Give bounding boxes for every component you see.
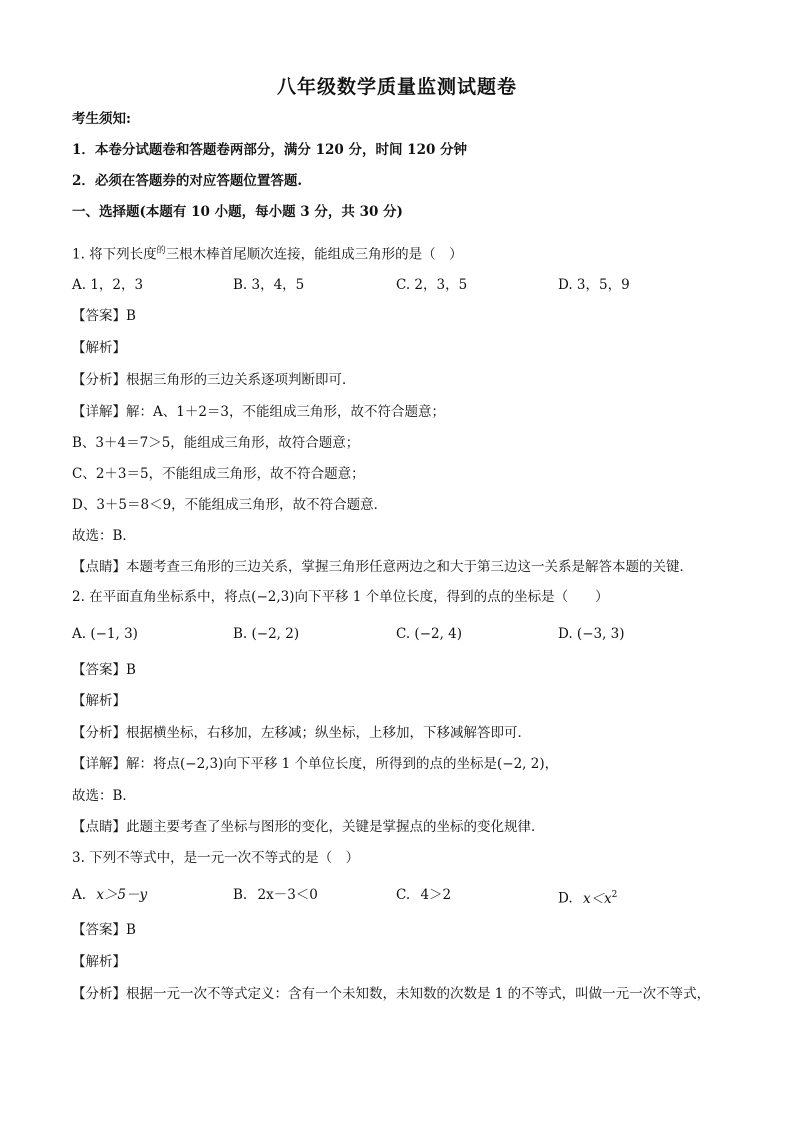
q2-choose: 故选：B． <box>72 788 136 804</box>
q2-option-d: D. (−3, 3) <box>558 626 625 642</box>
q1-analysis: 【解析】 <box>72 340 126 356</box>
q2-stem: 2. 在平面直角坐标系中，将点(−2,3)向下平移 1 个单位长度，得到的点的坐标是（ ） <box>72 589 609 605</box>
q3-option-b-math: 2x－3＜0 <box>257 887 318 903</box>
q3-fenxi: 【分析】根据一元一次不等式定义：含有一个未知数，未知数的次数是 1 的不等式，叫做一元一次不等式， <box>72 986 711 1002</box>
q3-option-c <box>396 886 451 904</box>
section-heading: 一、选择题(本题有 10 小题，每小题 3 分，共 30 分) <box>72 204 403 220</box>
q3-option-d <box>558 886 617 908</box>
q1-detail-line-2: B、3＋4＝7＞5，能组成三角形，故符合题意； <box>72 435 360 451</box>
notice-item-2: 2．必须在答题券的对应答题位置答题. <box>72 173 303 189</box>
q1-option-b: B. 3，4，5 <box>233 277 305 293</box>
q1-stem-sup: 的 <box>156 246 166 256</box>
q2-comment: 【点睛】此题主要考查了坐标与图形的变化，关键是掌握点的坐标的变化规律． <box>72 819 545 835</box>
notice-item-1: 1．本卷分试题卷和答题卷两部分，满分 120 分，时间 120 分钟 <box>72 142 468 158</box>
q3-option-d-math: x＜x <box>582 890 612 907</box>
q3-option-a-label: A. <box>72 887 87 903</box>
q3-option-d-label: D. <box>558 890 573 907</box>
q3-option-b-label: B. <box>233 887 248 903</box>
q3-option-d-sup: 2 <box>611 890 618 900</box>
q2-option-a: A. (−1, 3) <box>72 626 138 642</box>
q2-answer: 【答案】B <box>72 662 136 678</box>
q1-answer: 【答案】B <box>72 308 136 324</box>
q3-option-a <box>72 886 147 904</box>
q1-fenxi: 【分析】根据三角形的三边关系逐项判断即可． <box>72 372 356 388</box>
q1-choose: 故选：B． <box>72 528 136 544</box>
q3-answer: 【答案】B <box>72 922 136 938</box>
q1-option-d: D. 3，5，9 <box>558 277 630 293</box>
q3-option-c-label: C. <box>396 887 411 903</box>
q3-option-b <box>233 886 318 904</box>
q2-fenxi: 【分析】根据横坐标，右移加，左移减；纵坐标，上移加，下移减解答即可． <box>72 725 531 741</box>
q2-detail: 【详解】解：将点(−2,3)向下平移 1 个单位长度，所得到的点的坐标是(−2, 2)， <box>72 756 559 772</box>
q2-option-b: B. (−2, 2) <box>233 626 300 642</box>
q1-option-a: A. 1，2，3 <box>72 277 144 293</box>
q3-analysis: 【解析】 <box>72 954 126 970</box>
notice-heading: 考生须知: <box>72 111 131 127</box>
q1-detail-line-4: D、3＋5＝8＜9，不能组成三角形，故不符合题意． <box>72 497 388 513</box>
q2-analysis: 【解析】 <box>72 693 126 709</box>
q3-option-a-math: x＞5－y <box>96 887 148 903</box>
page-title: 八年级数学质量监测试题卷 <box>276 76 517 98</box>
q1-stem-part-b: 三根木棒首尾顺次连接，能组成三角形的是（ ） <box>165 246 463 263</box>
q1-stem-part-a: 1. 将下列长度 <box>72 246 157 263</box>
q1-detail-line-3: C、2＋3＝5，不能组成三角形，故不符合题意； <box>72 466 365 482</box>
q1-stem <box>72 242 463 264</box>
q2-option-c: C. (−2, 4) <box>396 626 463 642</box>
q3-option-c-math: 4＞2 <box>420 887 452 903</box>
q1-option-c: C. 2，3，5 <box>396 277 468 293</box>
q1-detail-line-1: 【详解】解：A、1＋2＝3，不能组成三角形，故不符合题意； <box>72 404 446 420</box>
q1-comment: 【点睛】本题考查三角形的三边关系，掌握三角形任意两边之和大于第三边这一关系是解答本题的关键． <box>72 559 693 575</box>
q3-stem: 3. 下列不等式中，是一元一次不等式的是（ ） <box>72 850 360 866</box>
